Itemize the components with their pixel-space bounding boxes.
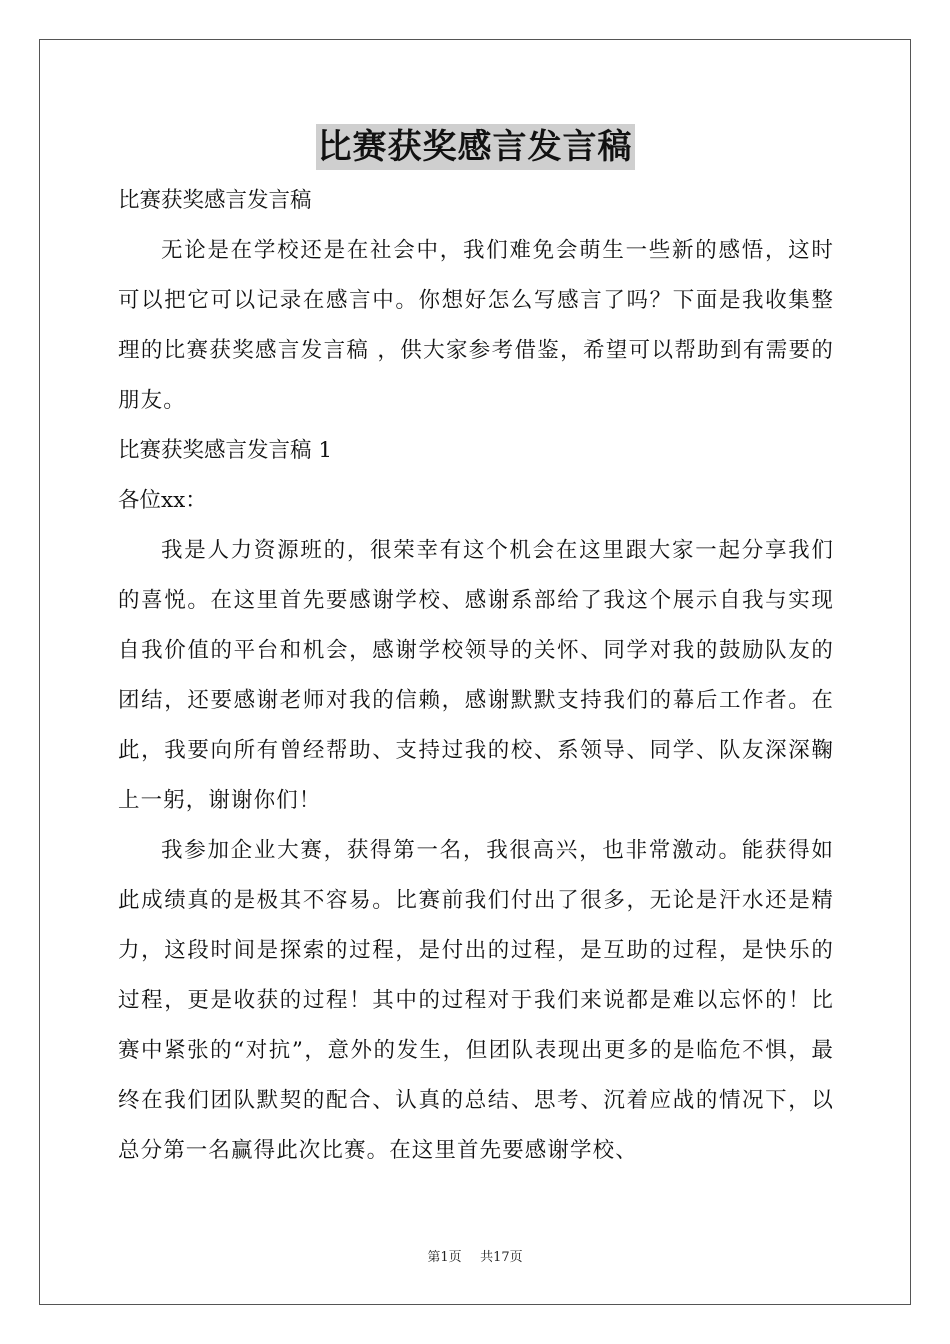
body-paragraph-2: 我参加企业大赛，获得第一名，我很高兴，也非常激动。能获得如此成绩真的是极其不容易。比赛前我们付出了很多，无论是汗水还是精力，这段时间是探索的过程，是付出的过程，是互助的过程，是快乐的过程，更是收获的过程！其中的过程对于我们来说都是难以忘怀的！比赛中紧张的“对抗”，意外的发生，但团队表现出更多的是临危不惧，最终在我们团队默契的配合、认真的总结、思考、沉着应战的情况下，以总分第一名赢得此次比赛。在这里首先要感谢学校、 [118, 838, 834, 1163]
intro-paragraph: 无论是在学校还是在社会中，我们难免会萌生一些新的感悟，这时可以把它可以记录在感言中。你想好怎么写感言了吗？下面是我收集整理的比赛获奖感言发言稿 ，供大家参考借鉴，希望可以帮助到有需要的朋友。 [118, 238, 834, 413]
body-paragraph-1: 我是人力资源班的，很荣幸有这个机会在这里跟大家一起分享我们的喜悦。在这里首先要感谢学校、感谢系部给了我这个展示自我与实现自我价值的平台和机会，感谢学校领导的关怀、同学对我的鼓励队友的团结，还要感谢老师对我的信赖，感谢默默支持我们的幕后工作者。在此，我要向所有曾经帮助、支持过我的校、系领导、同学、队友深深鞠上一躬，谢谢你们！ [118, 538, 834, 813]
page-total: 共17页 [480, 1250, 523, 1265]
title-container [0, 124, 950, 170]
section-heading: 比赛获奖感言发言稿 1 [118, 438, 333, 463]
salutation: 各位xx： [118, 488, 207, 513]
document-body [118, 176, 834, 1176]
document-subtitle: 比赛获奖感言发言稿 [118, 188, 312, 213]
page-number: 第1页 [427, 1250, 462, 1265]
page-footer [0, 1246, 950, 1265]
document-title: 比赛获奖感言发言稿 [316, 124, 635, 170]
